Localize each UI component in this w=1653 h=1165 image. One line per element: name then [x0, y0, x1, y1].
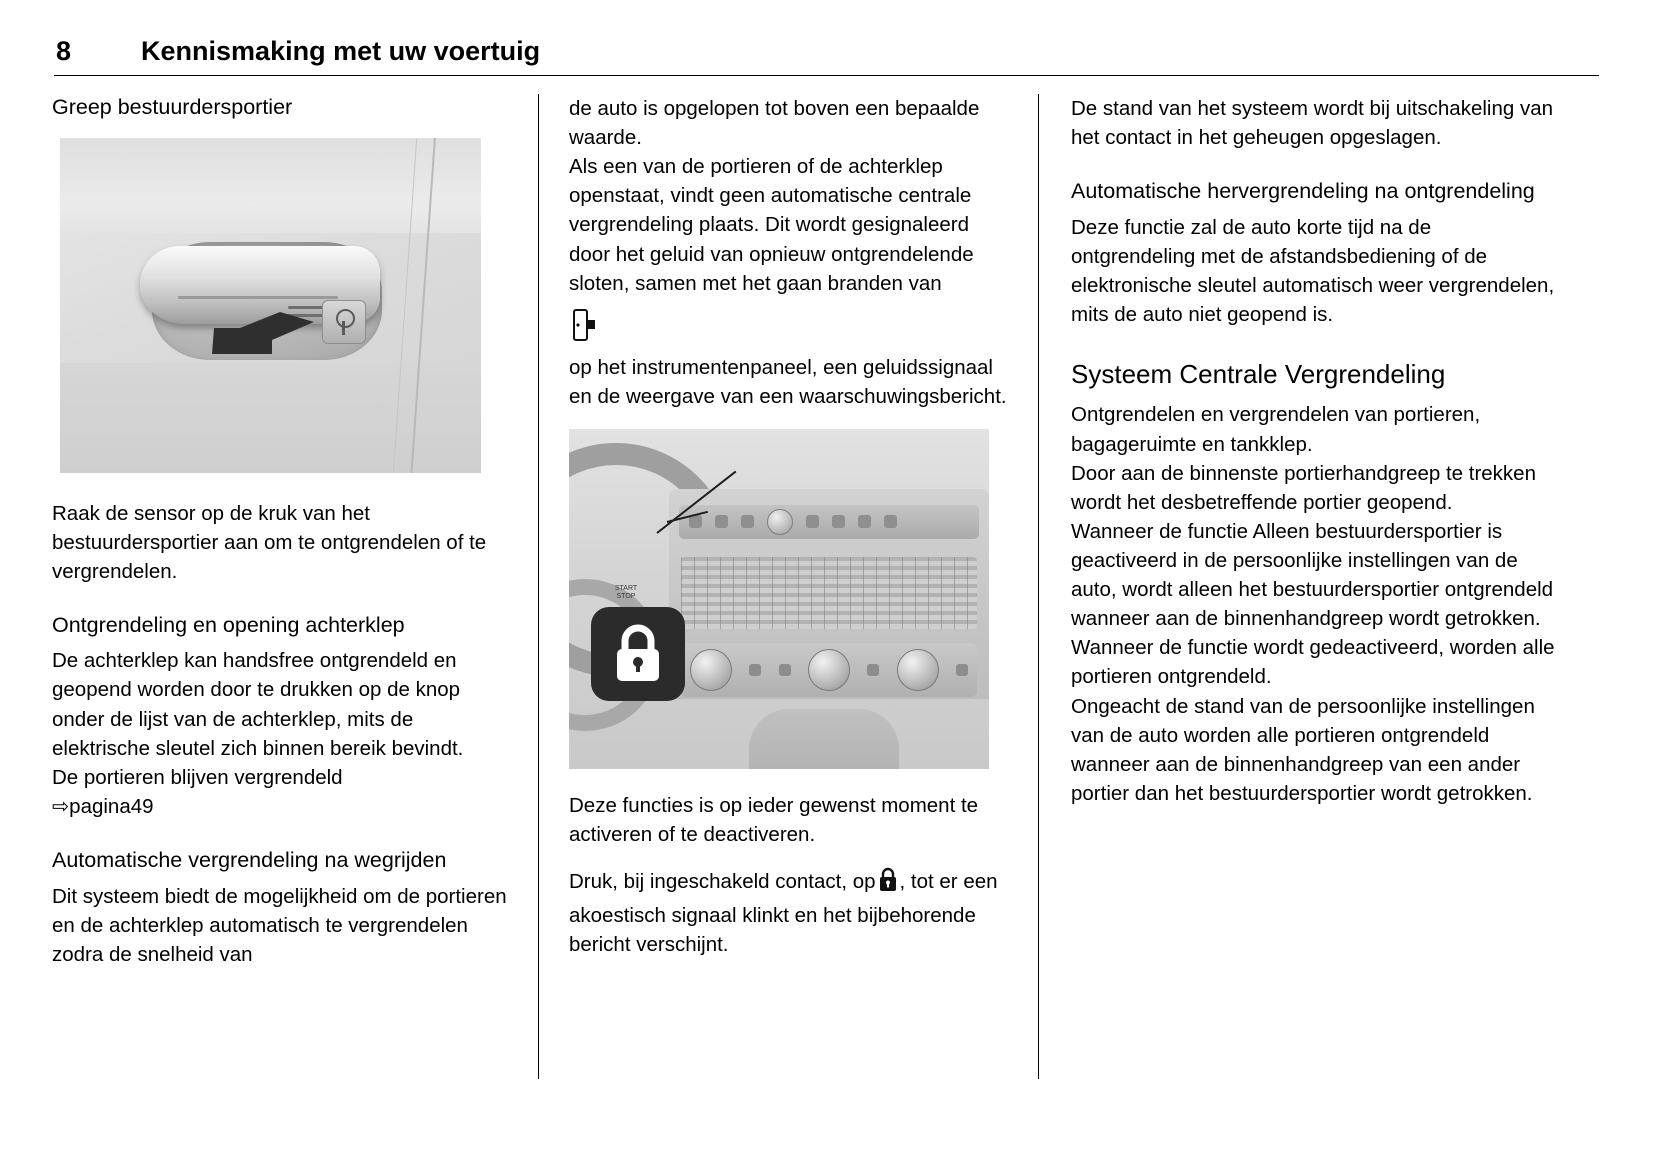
handle-shadow-line	[178, 296, 338, 299]
paragraph-auto-lock: Dit systeem biedt de mogelijkheid om de portieren en de achterklep automatisch te vergrendelen zodra de snelheid van	[52, 884, 507, 966]
open-door-warning-icon	[571, 308, 1008, 347]
paragraph-open-door: Als een van de portieren of de achterklep openstaat, vindt geen automatische centrale vergrendeling plaats. Dit wordt gesignaleerd door het geluid van opnieuw ontgrendelende sloten, samen met het gaan branden van	[569, 155, 974, 295]
button-3[interactable]	[741, 515, 754, 528]
paragraph-central-3: Wanneer de functie Alleen bestuurdersportier is geactiveerd in de persoonlijke instellingen van de auto, wordt alleen het bestuurdersportier ontgrendeld wanneer aan de binnenhandgreep wordt getrokken.	[1071, 519, 1554, 631]
page-title: Kennismaking met uw voertuig	[141, 36, 541, 66]
paragraph-tailgate: De achterklep kan handsfree ontgrendeld en geopend worden door te drukken op de knop onder de lijst van de achterklep, mits de elektrische sleutel zich binnen bereik bevindt.	[52, 649, 464, 760]
paragraph-speed-continued: de auto is opgelopen tot boven een bepaalde waarde.	[569, 97, 980, 150]
heading-auto-lock: Automatische vergrendeling na wegrijden	[52, 848, 447, 873]
button-2[interactable]	[715, 515, 728, 528]
touch-arrow-icon	[210, 310, 320, 362]
paragraph-press-pre: Druk, bij ingeschakeld contact, op	[569, 870, 876, 894]
paragraph-press-post: , tot er een akoestisch signaal klinkt en het bijbehorende bericht verschijnt.	[569, 870, 998, 957]
paragraph-central-1: Ontgrendelen en vergrendelen van portieren, bagageruimte en tankklep.	[1071, 403, 1481, 456]
center-console	[749, 709, 899, 769]
page-header	[52, 38, 1601, 65]
climate-button-3[interactable]	[867, 664, 879, 676]
start-stop-label: START STOP	[614, 584, 638, 600]
volume-knob[interactable]	[767, 509, 793, 535]
climate-button-1[interactable]	[749, 664, 761, 676]
paragraph-central-4: Wanneer de functie wordt gedeactiveerd, worden alle portieren ontgrendeld.	[1071, 636, 1555, 689]
paragraph-after-icon: op het instrumentenpaneel, een geluidssignaal en de weergave van een waarschuwingsbericht.	[569, 355, 1007, 408]
button-row	[679, 505, 979, 539]
temp-knob-left[interactable]	[690, 649, 732, 691]
paragraph-press-button	[569, 867, 1008, 959]
paragraph-memory: De stand van het systeem wordt bij uitschakeling van het contact in het geheugen opgeslagen.	[1071, 97, 1554, 150]
door-upper-shade	[60, 138, 481, 233]
column-middle	[538, 94, 1038, 1079]
heading-central-locking-system: Systeem Centrale Vergrendeling	[1071, 359, 1446, 390]
page-reference[interactable]: ⇨pagina49	[52, 794, 154, 818]
page-columns	[52, 94, 1601, 1134]
button-4[interactable]	[806, 515, 819, 528]
climate-button-4[interactable]	[956, 664, 968, 676]
dashboard-illustration	[569, 429, 989, 769]
heading-driver-door-handle: Greep bestuurdersportier	[52, 95, 293, 119]
header-divider	[54, 75, 1599, 76]
page-number: 8	[56, 36, 72, 66]
fan-knob[interactable]	[808, 649, 850, 691]
paragraph-doors-locked: De portieren blijven vergrendeld	[52, 765, 343, 789]
paragraph-sensor: Raak de sensor op de kruk van het bestuurdersportier aan om te ontgrendelen of te vergrendelen.	[52, 501, 487, 583]
climate-control-row	[681, 643, 977, 697]
button-6[interactable]	[858, 515, 871, 528]
column-right	[1038, 94, 1558, 1079]
air-vents	[681, 557, 977, 629]
paragraph-central-5: Ongeacht de stand van de persoonlijke instellingen van de auto worden alle portieren ontgrendeld wanneer aan de binnenhandgreep van een ander portier dan het bestuurdersportier wordt getrokken.	[1071, 694, 1535, 805]
hazard-button[interactable]	[884, 515, 897, 528]
paragraph-relock: Deze functie zal de auto korte tijd na de ontgrendeling met de afstandsbediening of de elektronische sleutel automatisch weer vergrendelen, mits de auto niet geopend is.	[1071, 215, 1555, 327]
temp-knob-right[interactable]	[897, 649, 939, 691]
lock-cylinder-icon	[322, 300, 366, 344]
button-5[interactable]	[832, 515, 845, 528]
heading-tailgate-unlock: Ontgrendeling en opening achterklep	[52, 612, 405, 637]
paragraph-central-2: Door aan de binnenste portierhandgreep te trekken wordt het desbetreffende portier geopend.	[1071, 461, 1536, 514]
lock-icon	[591, 607, 685, 701]
heading-auto-relock: Automatische hervergrendeling na ontgrendeling	[1071, 179, 1535, 204]
lock-button[interactable]	[689, 515, 702, 528]
door-handle-illustration	[60, 138, 481, 473]
climate-button-2[interactable]	[779, 664, 791, 676]
central-lock-button-icon	[878, 867, 898, 901]
paragraph-activate: Deze functies is op ieder gewenst moment te activeren of te deactiveren.	[569, 793, 979, 847]
column-left	[52, 94, 538, 1079]
